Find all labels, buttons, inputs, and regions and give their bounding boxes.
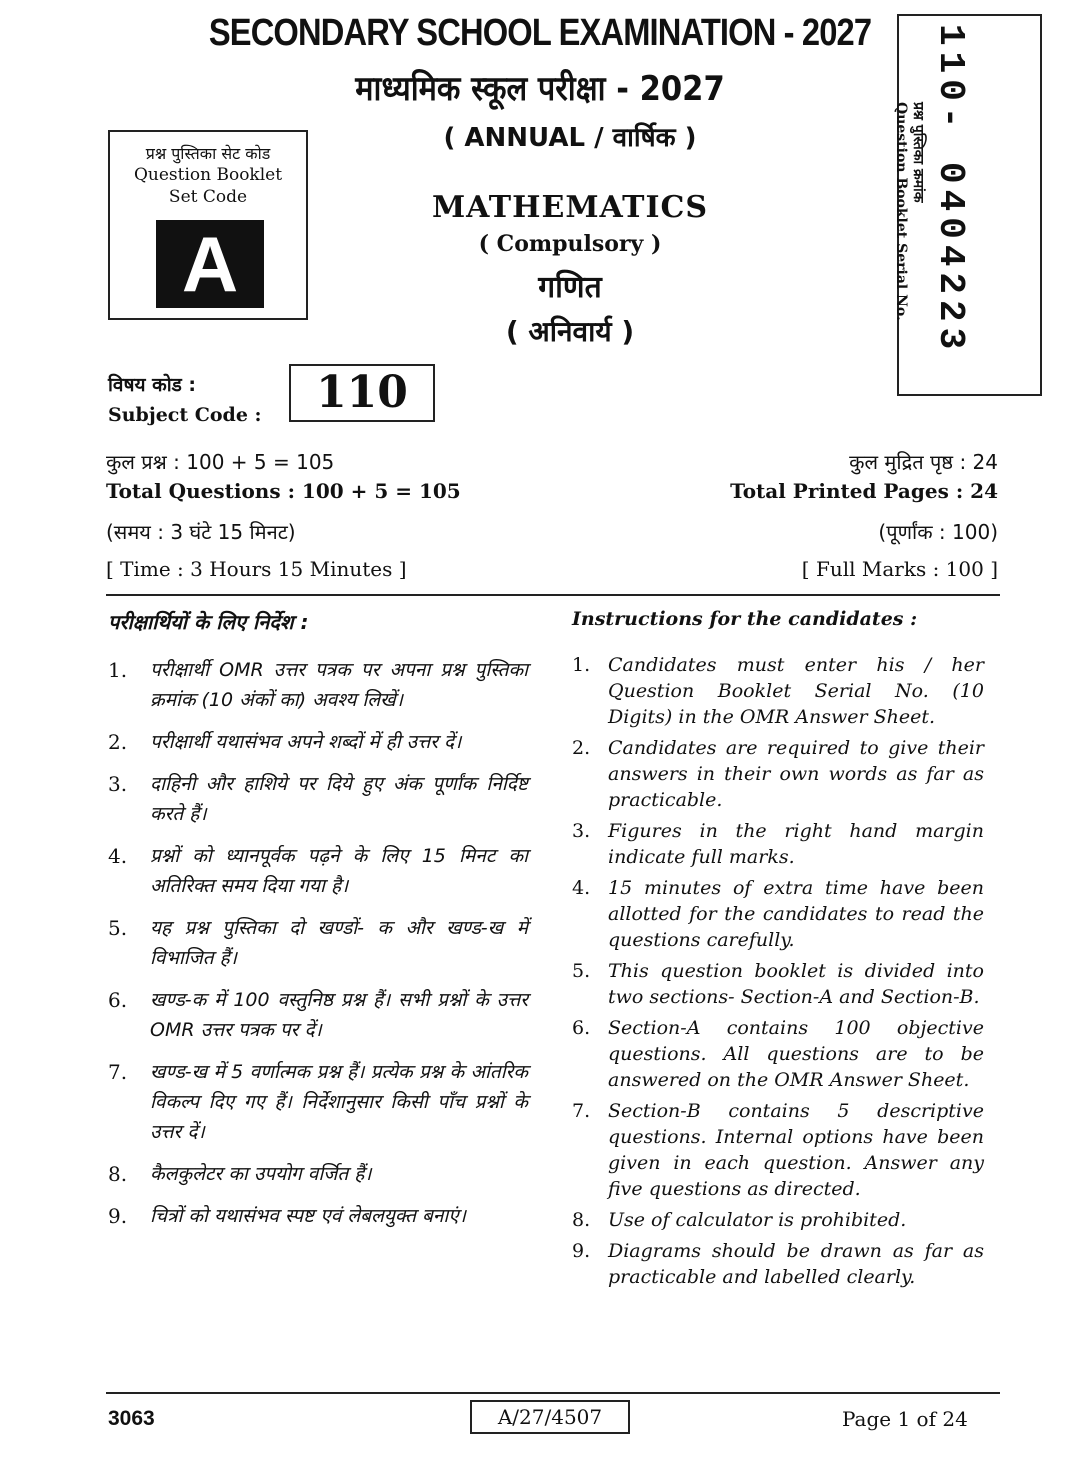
- list-item: 6. खण्ड-क में 100 वस्तुनिष्ठ प्रश्न हैं। सभी प्रश्नों के उत्तर OMR उत्तर पत्रक पर दें।: [108, 988, 528, 1041]
- set-code-box: [108, 130, 308, 320]
- instructions-heading-hindi: परीक्षार्थियों के लिए निर्देश :: [108, 610, 309, 634]
- set-code-label-line2: Set Code: [168, 187, 248, 207]
- total-pages-hindi: कुल मुद्रित पृष्ठ : 24: [849, 450, 998, 474]
- list-item: 8. Use of calculator is prohibited.: [572, 1209, 907, 1231]
- totals-row-hindi: [106, 448, 998, 476]
- subject-code-value: 110: [289, 364, 435, 422]
- list-item: 9. Diagrams should be drawn as far as practicable and labelled clearly.: [572, 1240, 984, 1288]
- subject-code-label: [108, 370, 262, 430]
- subject-type-english: ( Compulsory ): [478, 231, 662, 257]
- list-item: 5. This question booklet is divided into two sections- Section-A and Section-B.: [572, 960, 984, 1008]
- list-item: 9. चित्रों को यथासंभव स्पष्ट एवं लेबलयुक्त बनाएं।: [108, 1204, 467, 1228]
- exam-title-english: SECONDARY SCHOOL EXAMINATION - 2027: [208, 12, 872, 54]
- full-marks-hindi: (पूर्णांक : 100): [878, 520, 998, 544]
- subject-block: [320, 190, 820, 350]
- instructions-heading-english: Instructions for the candidates :: [572, 608, 918, 630]
- page-number: Page 1 of 24: [842, 1407, 968, 1431]
- list-item: 5. यह प्रश्न पुस्तिका दो खण्डों- क और खण्ड-ख में विभाजित हैं।: [108, 916, 528, 969]
- time-english: [ Time : 3 Hours 15 Minutes ]: [106, 557, 407, 581]
- set-code-label-line1: Question Booklet: [133, 165, 283, 185]
- totals-row-english: [106, 479, 998, 507]
- instructions-hindi: [108, 608, 528, 1243]
- list-item: 3. दाहिनी और हाशिये पर दिये हुए अंक पूर्णांक निर्दिष्ट करते हैं।: [108, 772, 528, 825]
- total-questions-english: Total Questions : 100 + 5 = 105: [106, 479, 461, 503]
- list-item: 6. Section-A contains 100 objective questions. All questions are to be answered on the OMR Answer Sheet.: [572, 1017, 984, 1091]
- instructions-english: [572, 608, 984, 1295]
- list-item: 7. Section-B contains 5 descriptive questions. Internal options have been given in each question. Answer any five questions as directed.: [572, 1100, 984, 1200]
- exam-title-hindi: माध्यमिक स्कूल परीक्षा - 2027: [355, 69, 725, 109]
- subject-code-label-english: Subject Code :: [108, 404, 262, 426]
- full-marks-english: [ Full Marks : 100 ]: [801, 557, 998, 581]
- header-divider: [106, 594, 1000, 596]
- list-item: 2. परीक्षार्थी यथासंभव अपने शब्दों में ही उत्तर दें।: [108, 730, 462, 754]
- list-item: 4. 15 minutes of extra time have been allotted for the candidates to read the questions carefully.: [572, 877, 984, 951]
- serial-number-box: [893, 14, 1042, 396]
- footer-reference: A/27/4507: [470, 1400, 630, 1434]
- list-item: 2. Candidates are required to give their answers in their own words as far as practicable.: [572, 737, 984, 811]
- subject-code-label-hindi: विषय कोड :: [108, 374, 196, 396]
- total-questions-hindi: कुल प्रश्न : 100 + 5 = 105: [106, 450, 335, 474]
- serial-label-english: Question Booklet Serial No.: [893, 102, 909, 321]
- subject-name-hindi: गणित: [538, 270, 602, 305]
- time-row-english: [106, 557, 998, 585]
- total-pages-english: Total Printed Pages : 24: [730, 479, 998, 503]
- serial-number: 110- 0404223: [930, 24, 971, 356]
- list-item: 8. कैलकुलेटर का उपयोग वर्जित हैं।: [108, 1162, 372, 1186]
- list-item: 7. खण्ड-ख में 5 वर्णात्मक प्रश्न हैं। प्रत्येक प्रश्न के आंतरिक विकल्प दिए गए हैं। निर्देशानुसार किसी पाँच प्रश्नों के उत्तर दें।: [108, 1060, 528, 1143]
- list-item: 3. Figures in the right hand margin indicate full marks.: [572, 820, 984, 868]
- list-item: 1. Candidates must enter his / her Question Booklet Serial No. (10 Digits) in the OMR Answer Sheet.: [572, 654, 984, 728]
- list-item: 1. परीक्षार्थी OMR उत्तर पत्रक पर अपना प्रश्न पुस्तिका क्रमांक (10 अंकों का) अवश्य लिखें।: [108, 658, 528, 711]
- footer-divider: [106, 1392, 1000, 1394]
- subject-type-hindi: ( अनिवार्य ): [505, 315, 635, 348]
- time-row-hindi: [106, 518, 998, 546]
- subject-name-english: MATHEMATICS: [431, 190, 709, 225]
- time-hindi: (समय : 3 घंटे 15 मिनट): [106, 520, 296, 544]
- footer-code: 3063: [108, 1407, 155, 1430]
- serial-label-hindi: प्रश्न पुस्तिका क्रमांक: [910, 102, 926, 203]
- set-code-value: A: [156, 220, 264, 308]
- set-code-label-hindi: प्रश्न पुस्तिका सेट कोड: [145, 144, 271, 163]
- exam-type-annual: ( ANNUAL / वार्षिक ): [443, 123, 697, 153]
- list-item: 4. प्रश्नों को ध्यानपूर्वक पढ़ने के लिए 15 मिनट का अतिरिक्त समय दिया गया है।: [108, 844, 528, 897]
